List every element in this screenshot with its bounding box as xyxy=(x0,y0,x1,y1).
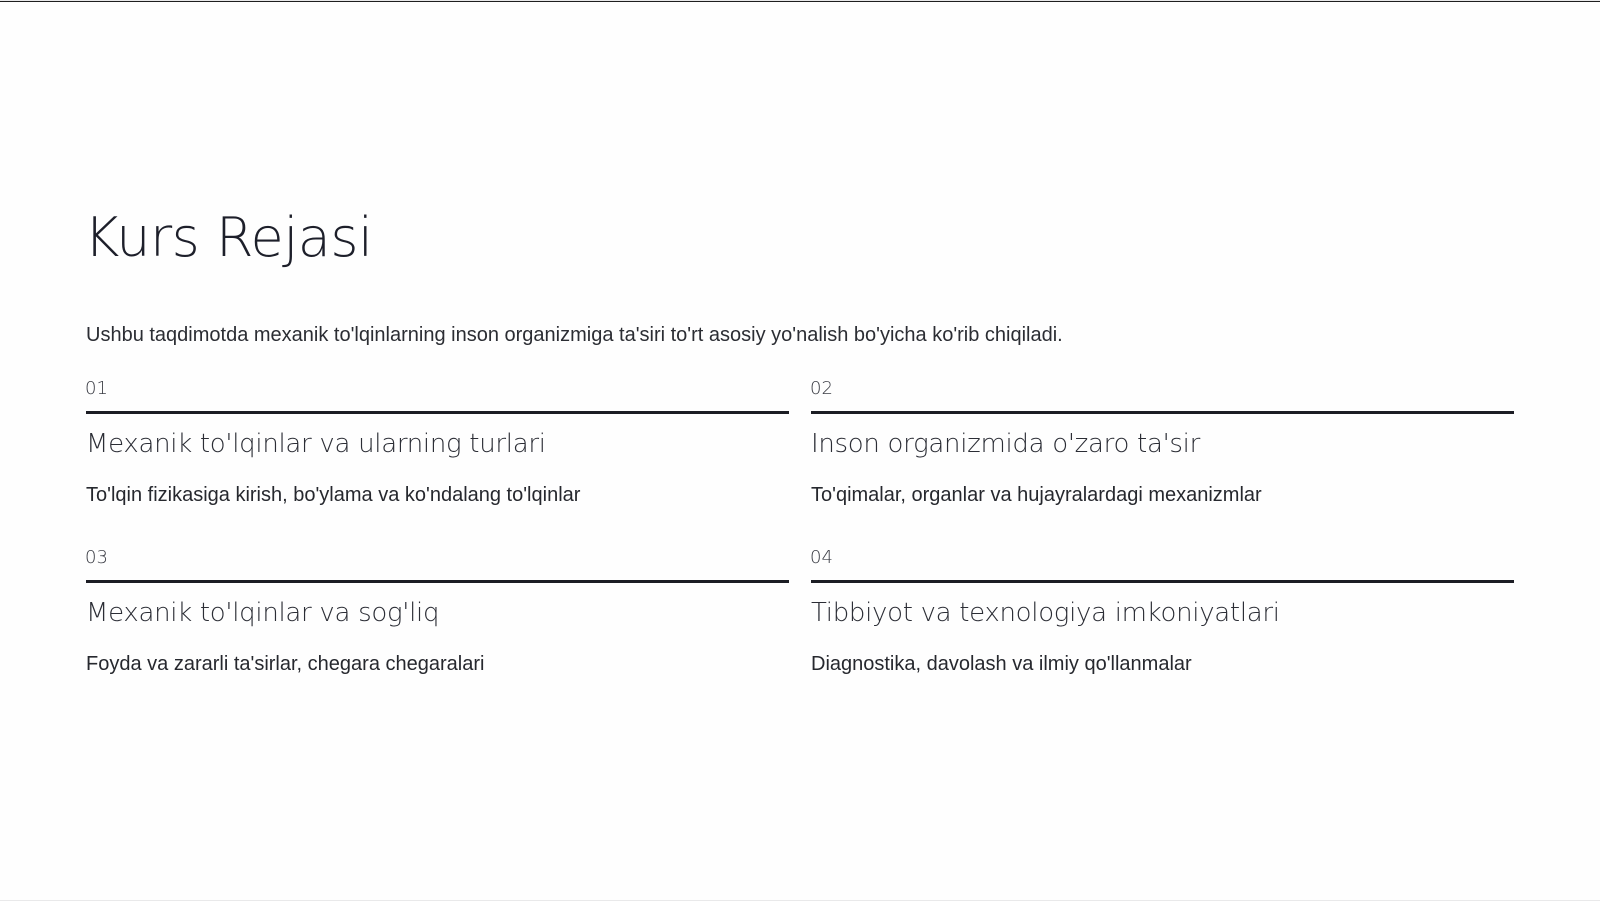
section-heading: Tibbiyot va texnologiya imkoniyatlari xyxy=(811,598,1280,628)
section-heading: Mexanik to'lqinlar va ularning turlari xyxy=(86,429,546,459)
section-description: Foyda va zararli ta'sirlar, chegara chegaralari xyxy=(86,653,485,675)
section-description: Diagnostika, davolash va ilmiy qo'llanmalar xyxy=(811,653,1192,675)
section-card-1 xyxy=(86,378,789,547)
section-number: 02 xyxy=(810,378,833,399)
section-heading: Inson organizmida o'zaro ta'sir xyxy=(811,429,1200,459)
slide-subtitle: Ushbu taqdimotda mexanik to'lqinlarning inson organizmiga ta'siri to'rt asosiy yo'nalish bo'yicha ko'rib chiqiladi. xyxy=(86,324,1063,346)
section-number: 03 xyxy=(85,547,108,568)
section-card-2 xyxy=(811,378,1514,547)
section-divider xyxy=(811,580,1514,583)
sections-grid xyxy=(86,378,1514,716)
section-number: 04 xyxy=(810,547,833,568)
section-card-4 xyxy=(811,547,1514,716)
section-description: To'qimalar, organlar va hujayralardagi mexanizmlar xyxy=(811,484,1262,506)
section-card-3 xyxy=(86,547,789,716)
slide xyxy=(0,1,1600,900)
section-divider xyxy=(86,580,789,583)
section-heading: Mexanik to'lqinlar va sog'liq xyxy=(86,598,440,628)
section-number: 01 xyxy=(85,378,108,399)
section-divider xyxy=(86,411,789,414)
section-description: To'lqin fizikasiga kirish, bo'ylama va ko'ndalang to'lqinlar xyxy=(86,484,581,506)
slide-title: Kurs Rejasi xyxy=(84,206,373,269)
section-divider xyxy=(811,411,1514,414)
